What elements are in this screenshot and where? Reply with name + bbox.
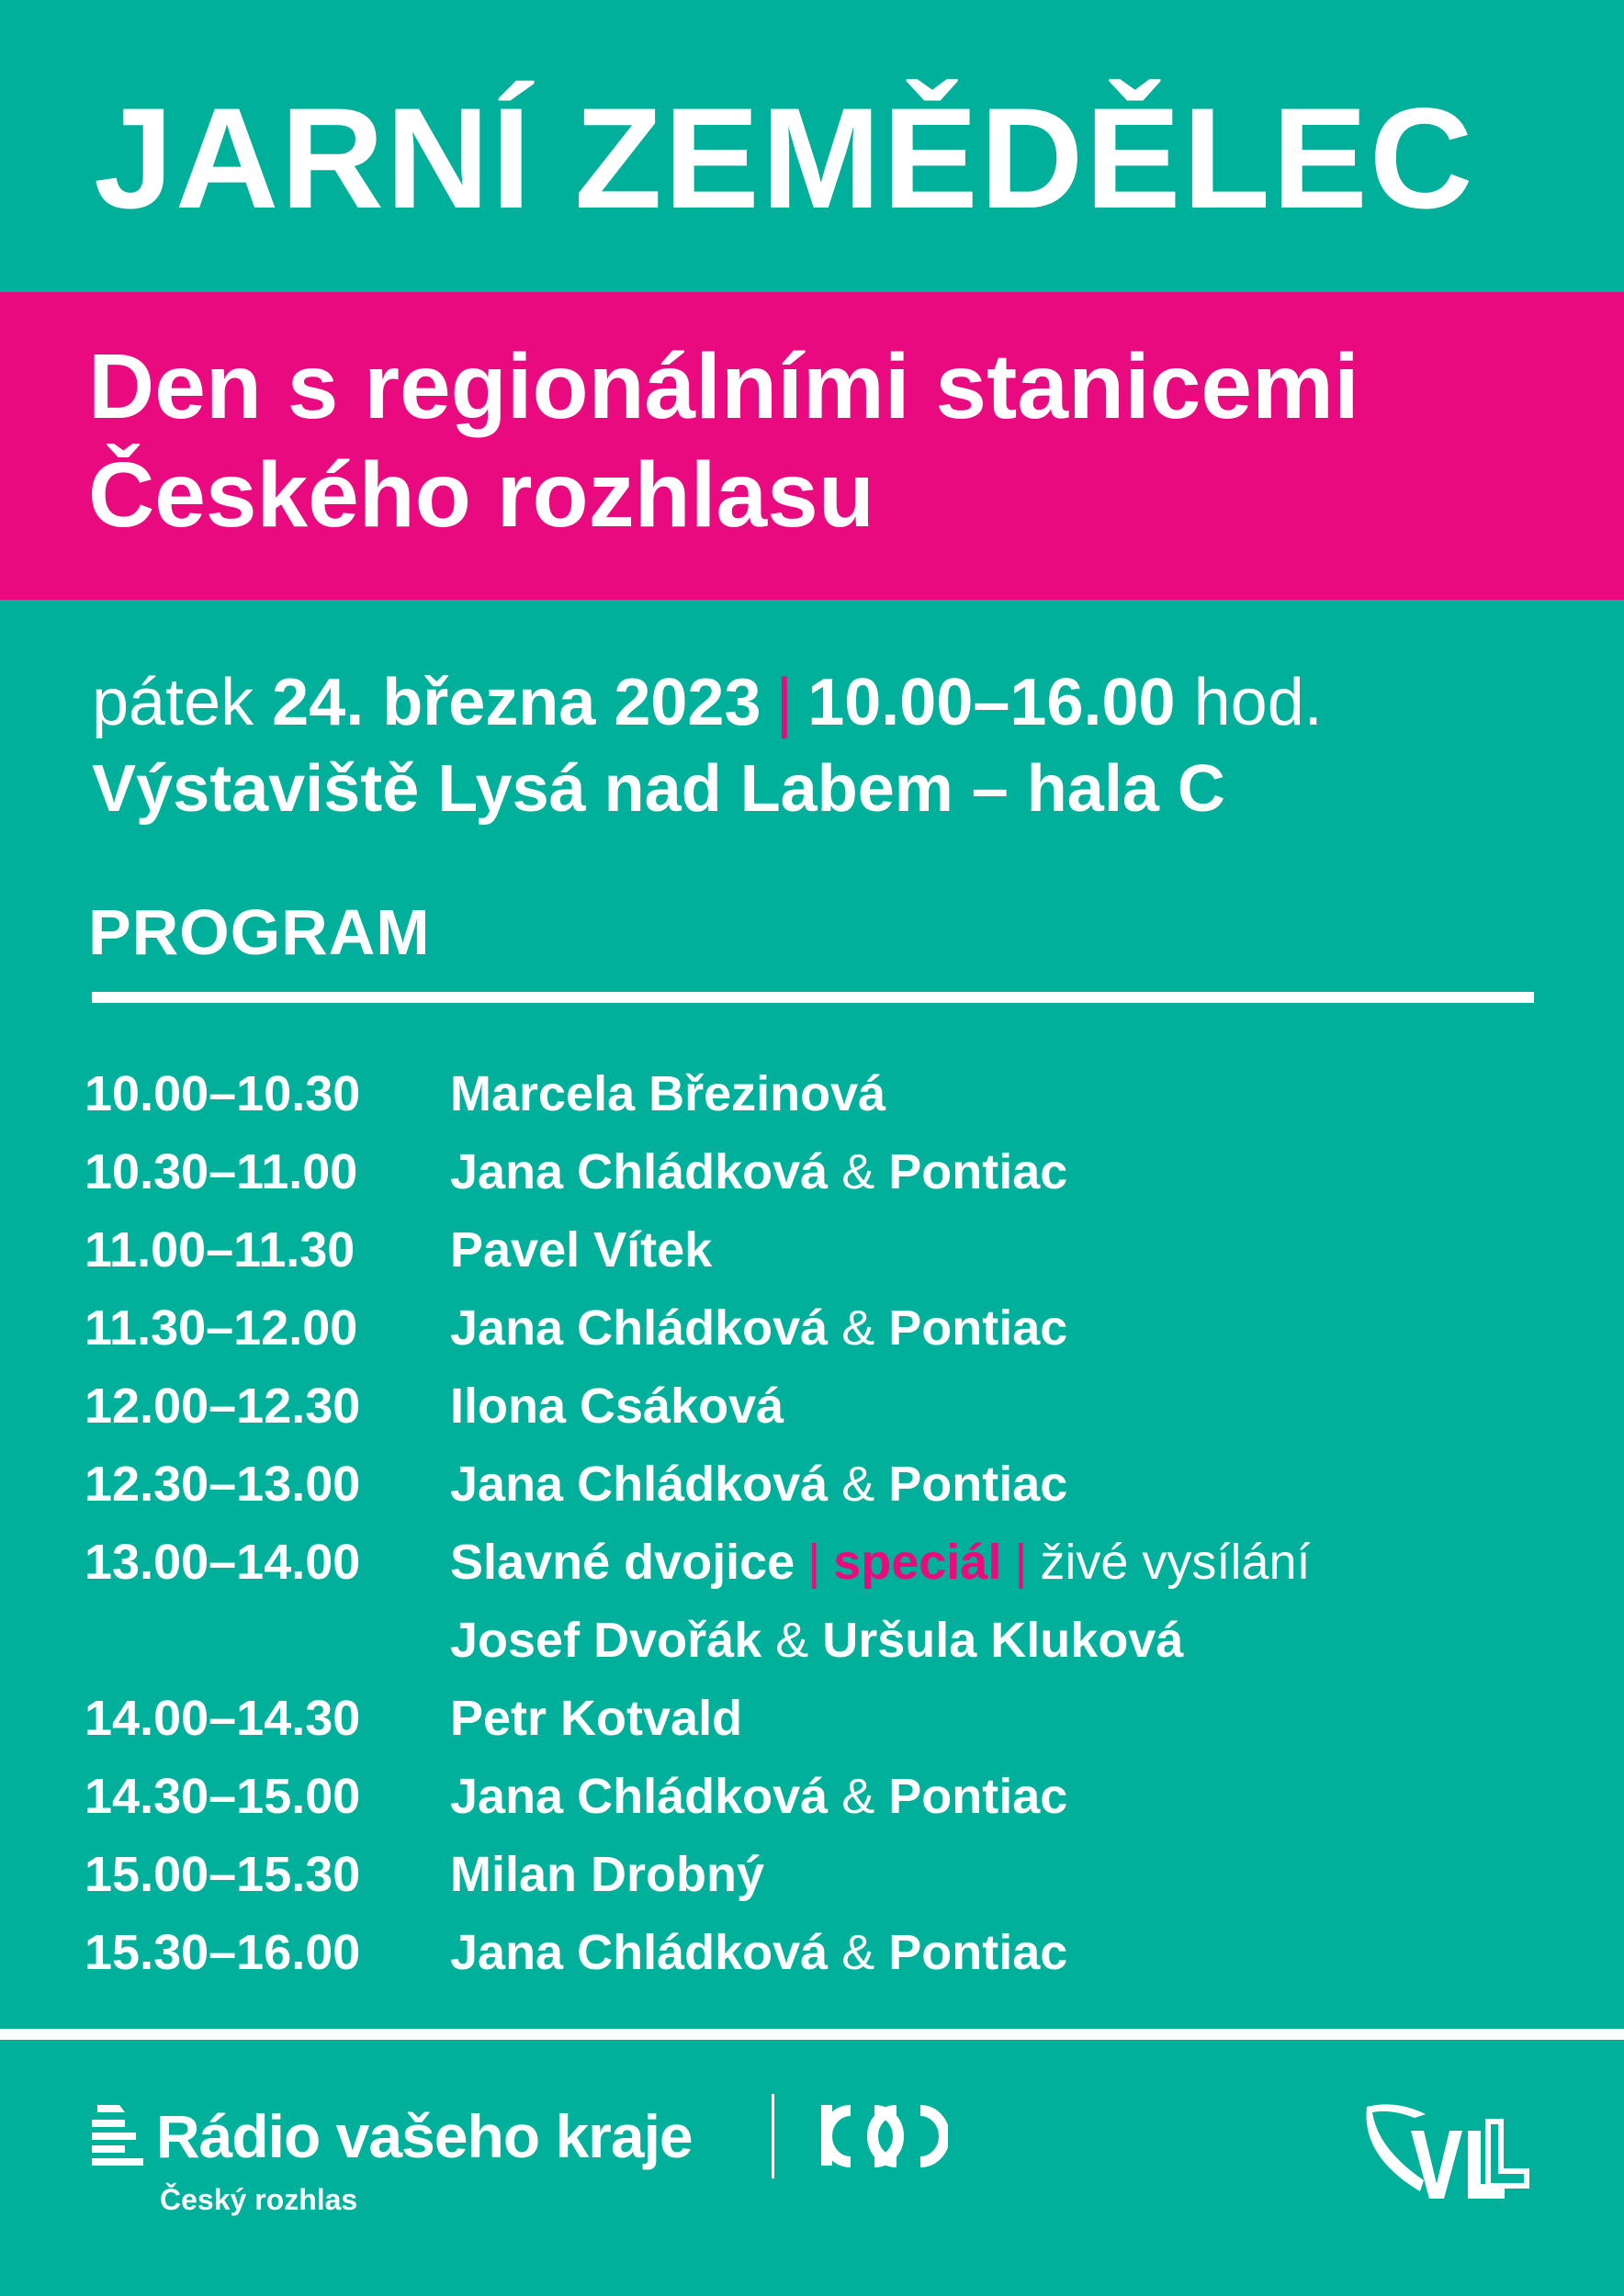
performer: Jana Chládková xyxy=(450,1300,829,1356)
venue: Výstaviště Lysá nad Labem – hala C xyxy=(92,752,1225,826)
show-name: Slavné dvojice xyxy=(450,1534,795,1590)
slot-time: 11.30–12.00 xyxy=(85,1300,358,1356)
performer: Jana Chládková xyxy=(450,1143,829,1199)
performer: Pontiac xyxy=(888,1924,1068,1980)
slot-time: 10.00–10.30 xyxy=(85,1065,361,1121)
performer: Pontiac xyxy=(888,1456,1068,1512)
performer: Ilona Csáková xyxy=(450,1378,784,1434)
ampersand: & xyxy=(841,1300,875,1356)
performer: Pontiac xyxy=(888,1768,1068,1824)
slot-time: 12.00–12.30 xyxy=(85,1378,361,1434)
performer: Marcela Březinová xyxy=(450,1065,886,1121)
event-date-time xyxy=(92,661,1323,744)
slot-time: 13.00–14.00 xyxy=(85,1534,361,1590)
schedule-row xyxy=(85,1601,1554,1679)
schedule-row xyxy=(85,1757,1554,1835)
subtitle-line-2: Českého rozhlasu xyxy=(88,444,874,546)
slot-time: 15.00–15.30 xyxy=(85,1846,361,1902)
poster-title: JARNÍ ZEMĚDĚLEC xyxy=(94,79,1475,239)
ampersand: & xyxy=(841,1456,875,1512)
performer: Josef Dvořák xyxy=(450,1612,762,1668)
ampersand: & xyxy=(841,1924,875,1980)
performer: Petr Kotvald xyxy=(450,1690,743,1746)
brand-name: Český rozhlas xyxy=(160,2183,358,2216)
performer: Uršula Kluková xyxy=(822,1612,1184,1668)
live-broadcast-label: živé vysílání xyxy=(1040,1534,1311,1590)
date-separator: | xyxy=(775,666,794,739)
schedule-row xyxy=(85,1054,1554,1132)
ampersand: & xyxy=(775,1612,809,1668)
slot-time: 10.30–11.00 xyxy=(85,1143,358,1199)
performer: Jana Chládková xyxy=(450,1456,829,1512)
time-unit: hod. xyxy=(1193,666,1323,739)
event-date: 24. března 2023 xyxy=(272,666,761,739)
vystaviste-lysa-logo xyxy=(1359,2103,1534,2204)
separator: | xyxy=(807,1534,821,1590)
slot-time: 12.30–13.00 xyxy=(85,1456,361,1512)
slot-time: 15.30–16.00 xyxy=(85,1924,361,1980)
schedule-row xyxy=(85,1913,1554,1991)
weekday: pátek xyxy=(92,666,254,739)
subtitle xyxy=(88,332,1359,549)
schedule-row xyxy=(85,1210,1554,1289)
separator: | xyxy=(1014,1534,1028,1590)
program-heading: PROGRAM xyxy=(88,896,431,968)
divider-line xyxy=(92,992,1534,1003)
performer: Pontiac xyxy=(888,1143,1068,1199)
ampersand: & xyxy=(841,1143,875,1199)
program-schedule xyxy=(85,1054,1554,1991)
schedule-row xyxy=(85,1367,1554,1445)
special-label: speciál xyxy=(833,1534,1002,1590)
cesky-rozhlas-logo-icon xyxy=(92,2105,143,2171)
subtitle-line-1: Den s regionálními stanicemi xyxy=(88,335,1359,438)
performer: Milan Drobný xyxy=(450,1846,765,1902)
schedule-row xyxy=(85,1445,1554,1523)
performer: Jana Chládková xyxy=(450,1924,829,1980)
schedule-row xyxy=(85,1132,1554,1210)
schedule-row xyxy=(85,1835,1554,1913)
schedule-row xyxy=(85,1679,1554,1757)
ampersand: & xyxy=(841,1768,875,1824)
footer-separator xyxy=(772,2094,774,2178)
event-time: 10.00–16.00 xyxy=(807,666,1176,739)
slot-time: 14.30–15.00 xyxy=(85,1768,361,1824)
performer: Jana Chládková xyxy=(450,1768,829,1824)
performer: Pontiac xyxy=(888,1300,1068,1356)
station-name: Rádio vašeho kraje xyxy=(156,2102,693,2170)
station-logo xyxy=(92,2103,693,2171)
performer: Pavel Vítek xyxy=(450,1221,713,1277)
slot-time: 11.00–11.30 xyxy=(85,1221,355,1277)
footer-divider xyxy=(0,2029,1624,2040)
schedule-row xyxy=(85,1289,1554,1367)
schedule-row xyxy=(85,1523,1554,1601)
slot-time: 14.00–14.30 xyxy=(85,1690,361,1746)
anniversary-100-logo xyxy=(819,2103,948,2169)
